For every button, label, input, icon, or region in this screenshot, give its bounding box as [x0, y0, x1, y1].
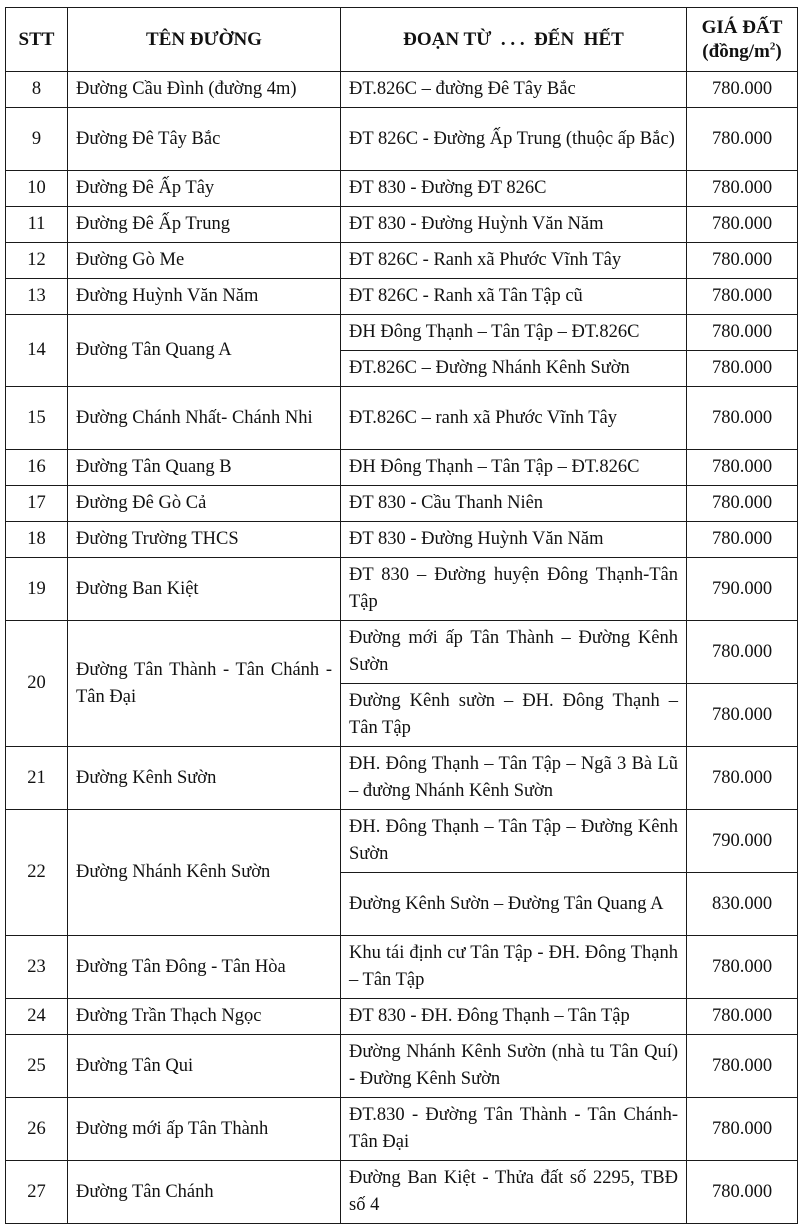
cell-land-price: 780.000	[687, 108, 798, 171]
cell-segment: ĐH Đông Thạnh – Tân Tập – ĐT.826C	[341, 315, 687, 351]
cell-segment: Đường Ban Kiệt - Thửa đất số 2295, TBĐ số 4	[341, 1161, 687, 1224]
cell-land-price: 780.000	[687, 243, 798, 279]
cell-land-price: 780.000	[687, 522, 798, 558]
cell-street-name: Đường Cầu Đình (đường 4m)	[68, 72, 341, 108]
cell-land-price: 780.000	[687, 72, 798, 108]
cell-street-name: Đường Huỳnh Văn Năm	[68, 279, 341, 315]
cell-stt: 9	[6, 108, 68, 171]
header-stt: STT	[6, 8, 68, 72]
cell-stt: 10	[6, 171, 68, 207]
cell-segment: ĐT.830 - Đường Tân Thành - Tân Chánh- Tân Đại	[341, 1098, 687, 1161]
cell-segment: ĐT 826C - Đường Ấp Trung (thuộc ấp Bắc)	[341, 108, 687, 171]
cell-stt: 26	[6, 1098, 68, 1161]
cell-land-price: 780.000	[687, 1161, 798, 1224]
cell-segment: Khu tái định cư Tân Tập - ĐH. Đông Thạnh – Tân Tập	[341, 936, 687, 999]
cell-land-price: 780.000	[687, 621, 798, 684]
table-row	[6, 387, 798, 450]
cell-stt: 24	[6, 999, 68, 1035]
table-row	[6, 486, 798, 522]
cell-street-name: Đường Tân Chánh	[68, 1161, 341, 1224]
cell-segment: ĐT 830 - Cầu Thanh Niên	[341, 486, 687, 522]
cell-land-price: 780.000	[687, 936, 798, 999]
table-row	[6, 621, 798, 684]
table-row	[6, 747, 798, 810]
cell-street-name: Đường mới ấp Tân Thành	[68, 1098, 341, 1161]
land-price-table	[5, 7, 798, 1224]
cell-land-price: 790.000	[687, 810, 798, 873]
cell-street-name: Đường Tân Đông - Tân Hòa	[68, 936, 341, 999]
cell-street-name: Đường Trần Thạch Ngọc	[68, 999, 341, 1035]
cell-segment: ĐH. Đông Thạnh – Tân Tập – Đường Kênh Sườn	[341, 810, 687, 873]
table-row	[6, 1161, 798, 1224]
cell-stt: 14	[6, 315, 68, 387]
cell-stt: 21	[6, 747, 68, 810]
cell-street-name: Đường Tân Qui	[68, 1035, 341, 1098]
cell-stt: 15	[6, 387, 68, 450]
cell-street-name: Đường Đê Tây Bắc	[68, 108, 341, 171]
cell-land-price: 780.000	[687, 999, 798, 1035]
cell-stt: 17	[6, 486, 68, 522]
cell-land-price: 780.000	[687, 387, 798, 450]
cell-land-price: 780.000	[687, 207, 798, 243]
cell-segment: ĐH Đông Thạnh – Tân Tập – ĐT.826C	[341, 450, 687, 486]
cell-street-name: Đường Trường THCS	[68, 522, 341, 558]
cell-land-price: 780.000	[687, 684, 798, 747]
cell-stt: 13	[6, 279, 68, 315]
table-body	[6, 72, 798, 1224]
table-row	[6, 999, 798, 1035]
cell-segment: Đường Nhánh Kênh Sườn (nhà tu Tân Quí) - Đường Kênh Sườn	[341, 1035, 687, 1098]
cell-land-price: 780.000	[687, 171, 798, 207]
table-row	[6, 279, 798, 315]
cell-stt: 22	[6, 810, 68, 936]
cell-land-price: 780.000	[687, 315, 798, 351]
table-row	[6, 558, 798, 621]
cell-stt: 27	[6, 1161, 68, 1224]
cell-street-name: Đường Tân Quang A	[68, 315, 341, 387]
cell-segment: ĐT.826C – ranh xã Phước Vĩnh Tây	[341, 387, 687, 450]
table-row	[6, 810, 798, 873]
table-row	[6, 243, 798, 279]
cell-stt: 20	[6, 621, 68, 747]
cell-street-name: Đường Đê Gò Cả	[68, 486, 341, 522]
cell-segment: ĐT 826C - Ranh xã Phước Vĩnh Tây	[341, 243, 687, 279]
table-row	[6, 171, 798, 207]
cell-street-name: Đường Tân Thành - Tân Chánh - Tân Đại	[68, 621, 341, 747]
cell-segment: Đường Kênh Sườn – Đường Tân Quang A	[341, 873, 687, 936]
table-row	[6, 315, 798, 351]
cell-stt: 8	[6, 72, 68, 108]
cell-land-price: 780.000	[687, 1098, 798, 1161]
cell-stt: 19	[6, 558, 68, 621]
cell-street-name: Đường Gò Me	[68, 243, 341, 279]
cell-segment: ĐH. Đông Thạnh – Tân Tập – Ngã 3 Bà Lũ – đường Nhánh Kênh Sườn	[341, 747, 687, 810]
cell-street-name: Đường Kênh Sườn	[68, 747, 341, 810]
cell-stt: 16	[6, 450, 68, 486]
cell-street-name: Đường Nhánh Kênh Sườn	[68, 810, 341, 936]
header-row	[6, 8, 798, 72]
header-land-price-line1: GIÁ ĐẤT	[701, 16, 783, 38]
table-row	[6, 450, 798, 486]
cell-street-name: Đường Đê Ấp Trung	[68, 207, 341, 243]
cell-segment: ĐT.826C – Đường Nhánh Kênh Sườn	[341, 351, 687, 387]
cell-street-name: Đường Tân Quang B	[68, 450, 341, 486]
cell-stt: 12	[6, 243, 68, 279]
cell-land-price: 780.000	[687, 279, 798, 315]
table-row	[6, 522, 798, 558]
cell-land-price: 780.000	[687, 1035, 798, 1098]
cell-land-price: 780.000	[687, 351, 798, 387]
cell-street-name: Đường Ban Kiệt	[68, 558, 341, 621]
table-row	[6, 72, 798, 108]
cell-segment: ĐT 830 - Đường ĐT 826C	[341, 171, 687, 207]
cell-stt: 23	[6, 936, 68, 999]
cell-land-price: 790.000	[687, 558, 798, 621]
table-row	[6, 108, 798, 171]
cell-segment: ĐT 826C - Ranh xã Tân Tập cũ	[341, 279, 687, 315]
cell-land-price: 780.000	[687, 486, 798, 522]
table-row	[6, 936, 798, 999]
header-land-price-unit: $(đồng/m^2)$	[702, 40, 782, 62]
cell-stt: 11	[6, 207, 68, 243]
header-segment: ĐOẠN TỪ . . . ĐẾN HẾT	[341, 8, 687, 72]
cell-stt: 25	[6, 1035, 68, 1098]
cell-segment: ĐT 830 – Đường huyện Đông Thạnh-Tân Tập	[341, 558, 687, 621]
cell-segment: ĐT 830 - Đường Huỳnh Văn Năm	[341, 207, 687, 243]
cell-segment: ĐT 830 - ĐH. Đông Thạnh – Tân Tập	[341, 999, 687, 1035]
cell-street-name: Đường Đê Ấp Tây	[68, 171, 341, 207]
cell-street-name: Đường Chánh Nhất- Chánh Nhi	[68, 387, 341, 450]
cell-stt: 18	[6, 522, 68, 558]
cell-segment: Đường Kênh sườn – ĐH. Đông Thạnh – Tân Tập	[341, 684, 687, 747]
header-land-price	[687, 8, 798, 72]
table-row	[6, 1035, 798, 1098]
cell-segment: ĐT.826C – đường Đê Tây Bắc	[341, 72, 687, 108]
cell-segment: Đường mới ấp Tân Thành – Đường Kênh Sườn	[341, 621, 687, 684]
cell-land-price: 780.000	[687, 450, 798, 486]
cell-land-price: 780.000	[687, 747, 798, 810]
table-row	[6, 1098, 798, 1161]
cell-land-price: 830.000	[687, 873, 798, 936]
header-street-name: TÊN ĐƯỜNG	[68, 8, 341, 72]
cell-segment: ĐT 830 - Đường Huỳnh Văn Năm	[341, 522, 687, 558]
table-row	[6, 207, 798, 243]
